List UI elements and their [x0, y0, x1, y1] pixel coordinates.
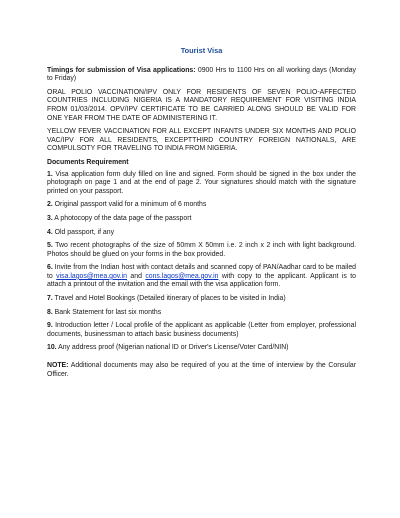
- requirement-number: 5.: [47, 242, 53, 250]
- requirement-text: Original passport valid for a minimum of 6 months: [52, 201, 207, 209]
- requirement-item-4: [47, 229, 356, 238]
- visa-email-link[interactable]: visa.lagos@mea.gov.in: [56, 272, 127, 280]
- requirement-text: Bank Statement for last six months: [52, 308, 162, 316]
- requirement-number: 9.: [47, 322, 53, 330]
- requirement-item-8: [47, 309, 356, 318]
- consular-email-link[interactable]: cons.lagos@mea.gov.in: [145, 272, 219, 280]
- requirement-number: 4.: [47, 228, 53, 236]
- requirement-number: 8.: [47, 308, 53, 316]
- requirement-item-3: [47, 215, 356, 224]
- requirement-text: A photocopy of the data page of the passport: [52, 214, 192, 222]
- note-text: Additional documents may also be required of you at the time of interview by the Consular Officer.: [47, 362, 356, 378]
- requirement-text: Two recent photographs of the size of 50mm X 50mm i.e. 2 inch x 2 inch with light background. Photos should be glued on your forms in the box provided.: [47, 242, 356, 258]
- requirement-text: with copy to the applicant. Applicant is to attach a printout of the invitation and the email with the visa application form.: [47, 272, 356, 289]
- documents-heading: Documents Requirement: [47, 158, 129, 166]
- requirement-text: Old passport, if any: [52, 228, 115, 236]
- requirement-text: Travel and Hotel Bookings (Detailed itinerary of places to be visited in India): [52, 295, 286, 303]
- requirement-text: Any address proof (Nigerian national ID or Driver's License/Voter Card/NIN): [56, 344, 289, 352]
- yellow-fever-notice: YELLOW FEVER VACCINATION FOR ALL EXCEPT INFANTS UNDER SIX MONTHS AND POLIO VAC/IPV FOR ALL RESIDENTS, EXCEPTTHIRD COUNTRY FOREIGN NATIONALS, ARE COMPULSOTY FOR TRAVELING TO INDIA FROM NIGERIA.: [47, 128, 356, 153]
- requirement-text: and: [127, 272, 146, 280]
- timings-paragraph: [47, 67, 356, 84]
- requirement-text: Introduction letter / Local profile of the applicant as applicable (Letter from employer, professional documents, businessman to attach basic business documents): [47, 322, 356, 338]
- page-title: Tourist Visa: [180, 46, 223, 55]
- requirement-number: 7.: [47, 295, 53, 303]
- requirement-item-10: [47, 344, 356, 353]
- requirement-text: Invite from the Indian host with contact details and scanned copy of PAN/Aadhar card to be mailed to: [47, 264, 356, 280]
- requirement-number: 1.: [47, 170, 53, 178]
- timings-text: 0900 Hrs to 1100 Hrs on all working days (Monday to Friday): [47, 66, 356, 83]
- note-paragraph: [47, 362, 356, 379]
- requirement-number: 6.: [47, 264, 53, 272]
- note-label: NOTE:: [47, 362, 69, 370]
- requirement-text: Visa application form duly filled on line and signed. Form should be signed in the box under the photograph on page 1 and at the end of page 2. Your signatures should match with the signature printed on your passport.: [47, 170, 356, 195]
- requirement-item-1: [47, 171, 356, 197]
- requirement-number: 3.: [47, 214, 53, 222]
- requirement-number: 10.: [47, 344, 57, 352]
- requirement-item-6: [47, 264, 356, 290]
- requirement-item-5: [47, 242, 356, 259]
- requirement-item-7: [47, 295, 356, 304]
- requirement-item-9: [47, 322, 356, 339]
- timings-label: Timings for submission of Visa applications:: [47, 66, 196, 74]
- requirement-item-2: [47, 201, 356, 210]
- requirement-number: 2.: [47, 201, 53, 209]
- polio-notice: ORAL POLIO VACCINATION/IPV ONLY FOR RESIDENTS OF SEVEN POLIO-AFFECTED COUNTRIES INCLUDING NIGERIA IS A MANDATORY REQUIREMENT FOR VISITING INDIA FROM 01/03/2014. OPV/IPV CERTIFICATE TO BE CARRIED ALONG SHOULD BE VALID FOR ONE YEAR FROM THE DATE OF ADMINISTERING IT.: [47, 88, 356, 122]
